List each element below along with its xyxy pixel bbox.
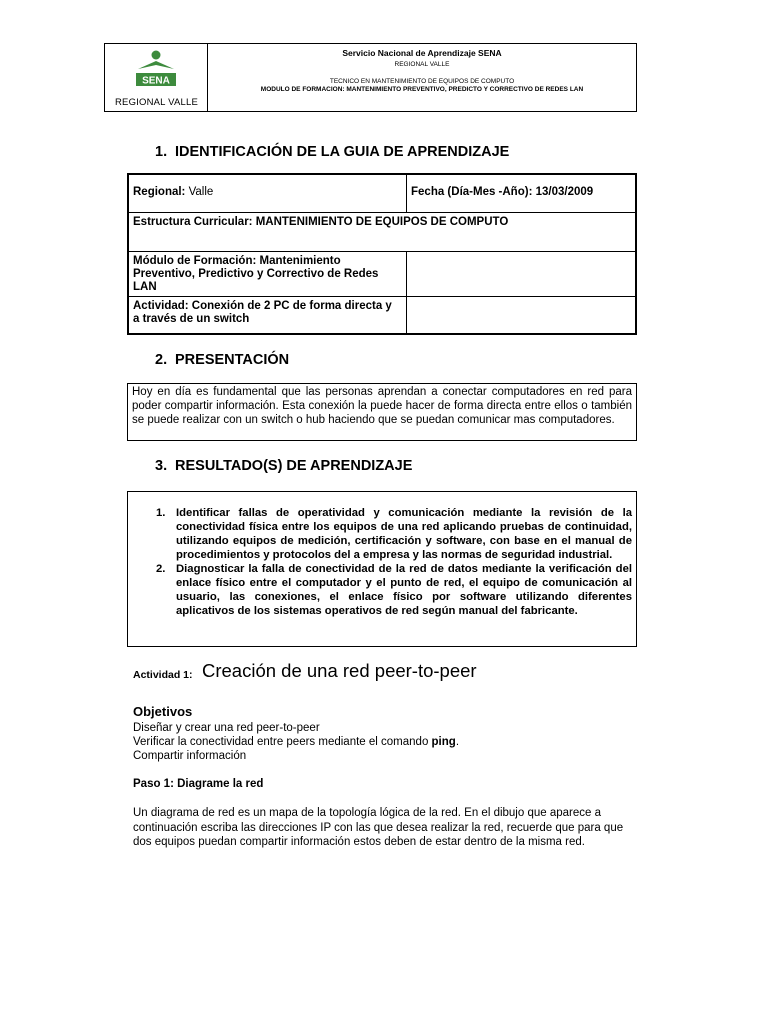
step1-paragraph: Un diagrama de red es un mapa de la topología lógica de la red. En el dibujo que aparece a continuación escriba las direcciones IP con las que desea realizar la red, recuerde que para que dos equipos puedan compartir información estos deben de estar dentro de la misma red. <box>133 807 624 848</box>
logo-region-label: REGIONAL VALLE <box>114 97 199 108</box>
presentation-text: Hoy en día es fundamental que las personas aprendan a conectar computadores en red para poder compartir información. Esta conexión la puede hacer de forma directa entre ellos o también se puede realizar con un switch o hub haciendo que se puedan comunicar mas computadores. <box>127 383 637 441</box>
regional-cell <box>129 183 406 202</box>
section2-title <box>155 352 289 368</box>
section3-title-text: RESULTADO(S) DE APRENDIZAJE <box>175 458 413 474</box>
section3-title <box>155 458 412 474</box>
identification-table <box>127 173 637 335</box>
logo-text: SENA <box>142 75 170 87</box>
actividad-cell: Actividad: Conexión de 2 PC de forma directa y a través de un switch <box>133 300 392 325</box>
modulo-cell: Módulo de Formación: Mantenimiento Preventivo, Predictivo y Correctivo de Redes LAN <box>133 255 379 293</box>
section1-title <box>155 144 509 160</box>
step1-heading: Paso 1: Diagrame la red <box>133 778 264 790</box>
header-program: TECNICO EN MANTENIMIENTO DE EQUIPOS DE COMPUTO <box>329 78 515 85</box>
section1-number: 1. <box>155 144 168 160</box>
document-header <box>104 43 637 112</box>
regional-value: Valle <box>188 186 214 198</box>
activity-title: Creación de una red peer-to-peer <box>202 660 477 681</box>
logo-cell <box>105 44 208 111</box>
list-item: 2. Diagnosticar la falla de conectividad de la red de datos mediante la verificación del enlace físico entre el computador y el punto de red, el equipo de comunicación al usuario, las conexiones, el enlace físico por software utilizando diferentes aplicativos de los sistemas operativos de red según manual del fabricante. <box>156 563 632 617</box>
header-region: REGIONAL VALLE <box>394 61 450 68</box>
sena-logo-icon <box>132 49 180 91</box>
regional-label: Regional: <box>133 186 186 198</box>
section2-title-text: PRESENTACIÓN <box>175 352 290 368</box>
learning-results-list <box>148 506 632 618</box>
objective-line-3: Compartir información <box>133 750 247 762</box>
fecha-cell: Fecha (Día-Mes -Año): 13/03/2009 <box>411 186 594 198</box>
section1-title-text: IDENTIFICACIÓN DE LA GUIA DE APRENDIZAJE <box>175 144 510 160</box>
section3-number: 3. <box>155 458 168 474</box>
estructura-cell: Estructura Curricular: MANTENIMIENTO DE EQUIPOS DE COMPUTO <box>133 216 509 228</box>
learning-results-box <box>127 491 637 647</box>
list-item: 1. Identificar fallas de operatividad y comunicación mediante la revisión de la conectividad física entre los equipos de una red aplicando pruebas de continuidad, utilizando equipos de medición, certificación y software, con base en el manual de procedimientos y protocolos del a empresa y las normas de seguridad industrial. <box>156 507 632 561</box>
header-institution: Servicio Nacional de Aprendizaje SENA <box>342 48 502 58</box>
ping-command: ping <box>431 736 456 748</box>
objectives-heading: Objetivos <box>133 704 193 719</box>
objective-line-1: Diseñar y crear una red peer-to-peer <box>133 722 320 734</box>
header-module: MODULO DE FORMACION: MANTENIMIENTO PREVENTIVO, PREDICTO Y CORRECTIVO DE REDES LAN <box>260 86 584 93</box>
objective-line-2: Verificar la conectividad entre peers mediante el comando ping. <box>133 736 460 748</box>
activity-label: Actividad 1: <box>133 669 193 681</box>
section2-number: 2. <box>155 352 168 368</box>
